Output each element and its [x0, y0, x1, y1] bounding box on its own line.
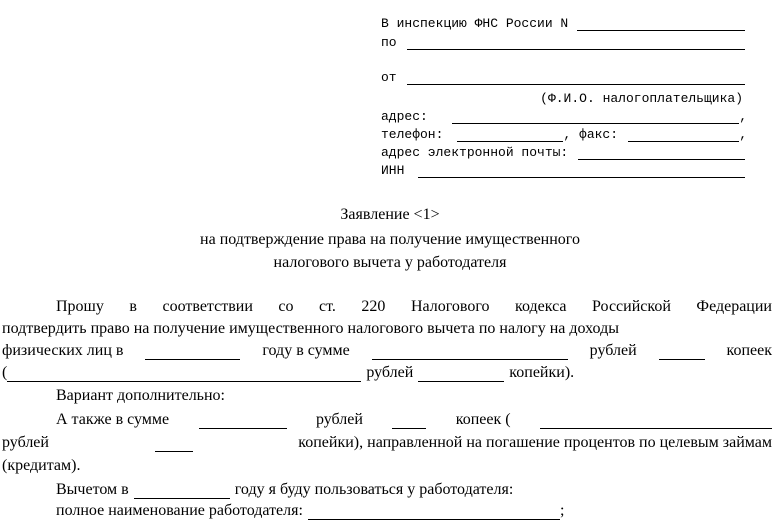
header-email-label: адрес электронной почты: [381, 145, 569, 160]
header-fio-note-line [381, 91, 747, 106]
variant-line [2, 386, 772, 405]
header-po-label: по [381, 35, 397, 50]
p2-line-2-text-a: рублей [2, 434, 49, 451]
word: Российской [592, 298, 671, 315]
p2-line-1-text-a: А также в сумме [56, 411, 170, 428]
header-address-label: адрес: [381, 109, 428, 124]
header-ot-line [381, 70, 747, 85]
header-phone-label: телефон: [381, 127, 444, 142]
paragraph-2-line-3 [2, 456, 772, 475]
header-inspection-line [381, 16, 747, 31]
paragraph-3-line [2, 480, 772, 499]
paragraph-4-line [2, 501, 772, 520]
deduction-year-field[interactable] [145, 345, 240, 360]
header-address-line [381, 109, 747, 124]
deduction-amount-words-field[interactable] [7, 367, 361, 382]
header-email-line [381, 145, 747, 160]
header-po-line [381, 35, 747, 50]
interest-amount-kopecks-field[interactable] [392, 414, 426, 429]
deduction-amount-kopecks-field[interactable] [659, 345, 705, 360]
paragraph-2-line-1 [2, 410, 772, 429]
title-line-2: на подтверждение права на получение имущественного [200, 231, 580, 248]
taxpayer-name-field[interactable] [407, 72, 745, 85]
phone-field[interactable] [457, 129, 563, 142]
paragraph-1-line-4 [2, 363, 772, 382]
interest-kopecks-words-field[interactable] [155, 437, 193, 452]
p4-text-b: ; [559, 502, 565, 519]
inn-field[interactable] [418, 165, 745, 178]
word: со [278, 298, 294, 315]
word: в [129, 298, 137, 315]
header-fax-label: , факс: [563, 127, 619, 142]
p1-line-3-text-c: рублей [589, 342, 637, 359]
p2-line-1-text-c: копеек ( [455, 411, 511, 428]
p4-text-a: полное наименование работодателя: [56, 502, 303, 519]
interest-amount-words-field[interactable] [540, 414, 772, 429]
header-inn-label: ИНН [381, 163, 405, 178]
p3-text-b: году я буду пользоваться у работодателя: [234, 481, 514, 498]
p2-line-2-text-b: копейки), направленной на погашение процентов по целевым займам [298, 434, 772, 451]
header-ot-label: от [381, 70, 397, 85]
paragraph-2-line-2 [2, 433, 772, 452]
word: кодекса [515, 298, 567, 315]
p1-line-3-text-a: физических лиц в [2, 342, 124, 359]
header-phone-line [381, 127, 747, 142]
p3-text-a: Вычетом в [56, 481, 129, 498]
p1-line-4-kop: копейки). [509, 364, 575, 381]
paragraph-1-line-2 [2, 319, 772, 338]
title-line-1: Заявление <1> [340, 206, 440, 223]
usage-year-field[interactable] [134, 484, 230, 499]
fax-comma: , [739, 127, 747, 142]
variant-label: Вариант дополнительно: [56, 387, 225, 404]
word: соответствии [162, 298, 253, 315]
employer-name-field[interactable] [308, 505, 560, 520]
open-paren: ( [2, 364, 8, 381]
p1-line-4-rub: рублей [366, 364, 414, 381]
deduction-amount-rubles-field[interactable] [372, 345, 568, 360]
word: 220 [361, 298, 386, 315]
p2-line-1-text-b: рублей [315, 411, 363, 428]
paragraph-1-line-3 [2, 341, 772, 360]
fax-field[interactable] [628, 129, 739, 142]
address-comma: , [739, 109, 747, 124]
interest-amount-rubles-field[interactable] [199, 414, 287, 429]
header-inn-line [381, 163, 747, 178]
p2-line-3-text: (кредитам). [2, 457, 81, 474]
p1-line-3-text-b: году в сумме [262, 342, 350, 359]
word: Федерации [696, 298, 772, 315]
p1-line-2-text: подтвердить право на получение имущественного налогового вычета по налогу на доходы [2, 320, 619, 337]
word: Налогового [410, 298, 490, 315]
paragraph-1-line-1 [2, 297, 772, 316]
deduction-kopecks-words-field[interactable] [418, 367, 504, 382]
fio-note: (Ф.И.О. налогоплательщика) [540, 91, 743, 106]
inspection-number-field[interactable] [577, 18, 745, 31]
inspection-region-field[interactable] [407, 37, 745, 50]
title-line-3: налогового вычета у работодателя [273, 254, 507, 271]
word: Прошу [56, 298, 104, 315]
word: ст. [319, 298, 336, 315]
address-field[interactable] [452, 111, 739, 124]
p1-line-3-text-d: копеек [726, 342, 772, 359]
email-field[interactable] [578, 147, 745, 160]
header-inspection-label: В инспекцию ФНС России N [381, 16, 569, 31]
